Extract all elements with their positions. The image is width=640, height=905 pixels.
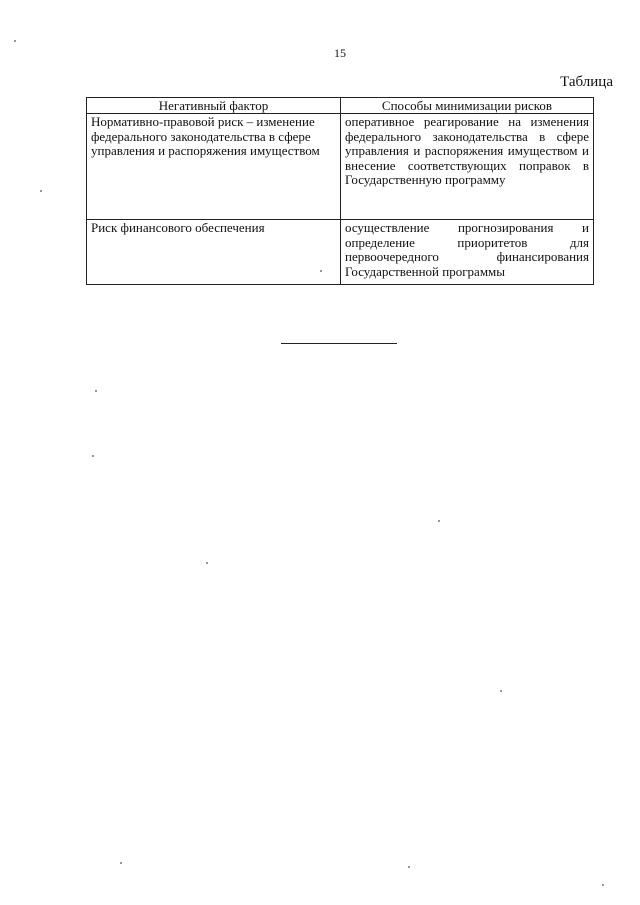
scan-speck (602, 884, 604, 886)
method-cell: осуществление прогнозирования и определение приоритетов для первоочередного финансирования Государственной программы (341, 220, 594, 285)
scan-speck (14, 40, 16, 42)
factor-cell: Риск финансового обеспечения (87, 220, 341, 285)
table-row (87, 114, 594, 220)
factor-cell: Нормативно-правовой риск – изменение федерального законодательства в сфере управления и распоряжения имуществом (87, 114, 341, 220)
scan-speck (120, 862, 122, 864)
method-cell: оперативное реагирование на изменения федерального законодательства в сфере управления и распоряжения имуществом и внесение соответствующих поправок в Государственную программу (341, 114, 594, 220)
table-caption: Таблица (560, 74, 613, 90)
scan-speck (500, 690, 502, 692)
header-minimization-methods: Способы минимизации рисков (341, 98, 594, 114)
risk-table (86, 97, 594, 285)
header-negative-factor: Негативный фактор (87, 98, 341, 114)
table-header-row (87, 98, 594, 114)
scan-speck (438, 520, 440, 522)
scan-speck (408, 866, 410, 868)
table-row (87, 220, 594, 285)
scan-speck (206, 562, 208, 564)
scan-speck (95, 390, 97, 392)
end-of-document-rule (281, 343, 397, 344)
page-number: 15 (334, 46, 346, 60)
scan-speck (40, 190, 42, 192)
scan-speck (320, 270, 322, 272)
scan-speck (92, 455, 94, 457)
